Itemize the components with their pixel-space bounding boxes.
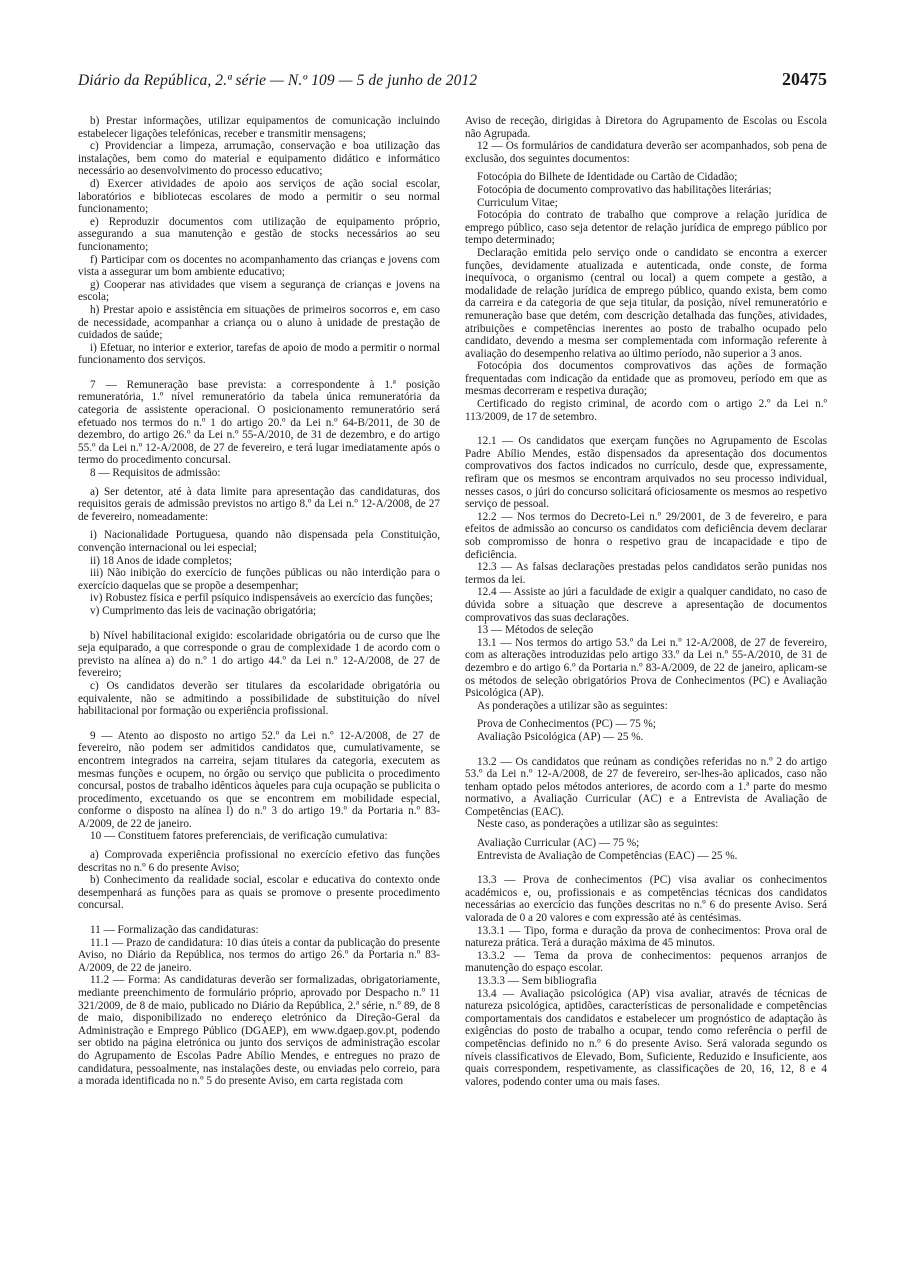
journal-title: Diário da República, 2.ª série — N.º 109 — 5 de junho de 2012 <box>78 72 478 89</box>
paragraph: e) Reproduzir documentos com utilização de equipamento próprio, assegurando a sua manutenção e gestão de stocks necessários ao seu funcionamento; <box>78 215 440 253</box>
paragraph-gap <box>465 744 827 756</box>
paragraph: c) Os candidatos deverão ser titulares da escolaridade obrigatória ou equivalente, não se admitindo a possibilidade de substituição do nível habilitacional por formação ou experiência profissional. <box>78 679 440 718</box>
paragraph: Neste caso, as ponderações a utilizar são as seguintes: <box>477 818 719 831</box>
paragraph: g) Cooperar nas atividades que visem a segurança de crianças e jovens na escola; <box>78 278 440 304</box>
paragraph: 11 — Formalização das candidaturas: <box>90 924 259 937</box>
paragraph: ii) 18 Anos de idade completos; <box>90 554 232 567</box>
paragraph: 12.2 — Nos termos do Decreto-Lei n.º 29/2001, de 3 de fevereiro, e para efeitos de admissão ao concurso os candidatos com deficiência devem declarar sob compromisso de honra o respetivo grau de incapacidade e tipo de deficiência. <box>465 510 827 561</box>
paragraph: 7 — Remuneração base prevista: a correspondente à 1.ª posição remuneratória, 1.º nível remuneratório da tabela única remuneratória da categoria de assistente operacional. O posicionamento remuneratório será efetuado nos termos do n.º 1 do artigo 20.º da Lei n.º 64-B/2011, de 30 de dezembro, do artigo 26.º da Lei n.º 55-A/2010, de 31 de dezembro, e do artigo 55.º da Lei n.º 12-A/2008, de 27 de fevereiro, e terá lugar imediatamente após o termo do procedimento concursal. <box>78 378 440 467</box>
paragraph: 12.4 — Assiste ao júri a faculdade de exigir a qualquer candidato, no caso de dúvida sobre a situação que descreve a apresentação de documentos comprovativos das suas declarações. <box>465 586 827 624</box>
paragraph: 13.2 — Os candidatos que reúnam as condições referidas no n.º 2 do artigo 53.º da Lei n.º 12-A/2008, de 27 de fevereiro, ser-lhes-ão aplicados, caso não tenham optado pelos métodos anteriores, de acordo com a 1.ª parte do mesmo normativo, a Avaliação Curricular (AC) e a Entrevista de Avaliação de Competências (EAC). <box>465 755 827 818</box>
paragraph: Avaliação Curricular (AC) — 75 %; <box>477 837 640 850</box>
paragraph: Prova de Conhecimentos (PC) — 75 %; <box>477 718 656 731</box>
paragraph: c) Providenciar a limpeza, arrumação, conservação e boa utilização das instalações, bem como do material e equipamento didático e informático necessário ao desenvolvimento do processo educativo; <box>78 140 440 178</box>
paragraph: i) Efetuar, no interior e exterior, tarefas de apoio de modo a permitir o normal funcionamento dos serviços. <box>78 341 440 367</box>
paragraph: a) Ser detentor, até à data limite para apresentação das candidaturas, dos requisitos gerais de admissão previstos no artigo 8.º da Lei n.º 12-A/2008, de 27 de fevereiro, nomeadamente: <box>78 485 440 523</box>
paragraph-gap <box>78 367 440 379</box>
paragraph: Aviso de receção, dirigidas à Diretora do Agrupamento de Escolas ou Escola não Agrupada. <box>465 115 827 140</box>
paragraph: d) Exercer atividades de apoio aos serviços de ação social escolar, laboratórios e bibliotecas escolares de modo a permitir o seu normal funcionamento; <box>78 177 440 216</box>
paragraph: Fotocópia do Bilhete de Identidade ou Cartão de Cidadão; <box>477 171 738 184</box>
paragraph: iii) Não inibição do exercício de funções públicas ou não interdição para o exercício daquelas que se propõe a desempenhar; <box>78 567 440 592</box>
paragraph-gap <box>78 718 440 730</box>
paragraph: 13.3 — Prova de conhecimentos (PC) visa avaliar os conhecimentos académicos e, ou, profissionais e as competências técnicas dos candidatos necessárias ao exercício das funções descritas no n.º 6 do presente Aviso. Será valorada de 0 a 20 valores e com expressão até às centésimas. <box>465 874 827 925</box>
paragraph: Entrevista de Avaliação de Competências (EAC) — 25 %. <box>477 849 738 862</box>
paragraph: b) Conhecimento da realidade social, escolar e educativa do contexto onde desempenhará as funções para as quais se promove o presente procedimento concursal. <box>78 874 440 912</box>
paragraph: 13.1 — Nos termos do artigo 53.º da Lei n.º 12-A/2008, de 27 de fevereiro, com as alterações introduzidas pelo artigo 33.º da Lei n.º 55-A/2010, de 31 de dezembro e do artigo 6.º da Portaria n.º 83-A/2009, de 22 de janeiro, aplicam-se os métodos de seleção obrigatórios Prova de Conhecimentos (PC) e Avaliação Psicológica (AP). <box>465 636 827 700</box>
paragraph-gap <box>465 862 827 874</box>
paragraph: 11.1 — Prazo de candidatura: 10 dias úteis a contar da publicação do presente Aviso, no Diário da República, nos termos do artigo 26.º da Portaria n.º 83-A/2009, de 22 de janeiro. <box>78 936 440 974</box>
paragraph: a) Comprovada experiência profissional no exercício efetivo das funções descritas no n.º 6 do presente Aviso; <box>78 849 440 874</box>
paragraph-gap <box>78 912 440 924</box>
paragraph: Fotocópia dos documentos comprovativos das ações de formação frequentadas com indicação da entidade que as promoveu, período em que as mesmas decorreram e respetiva duração; <box>465 360 827 398</box>
paragraph-gap <box>465 423 827 435</box>
paragraph: 13.3.2 — Tema da prova de conhecimentos: pequenos arranjos de manutenção do espaço escolar. <box>465 949 827 975</box>
paragraph: 12 — Os formulários de candidatura deverão ser acompanhados, sob pena de exclusão, dos seguintes documentos: <box>465 140 827 165</box>
paragraph: 8 — Requisitos de admissão: <box>90 467 221 480</box>
paragraph: 9 — Atento ao disposto no artigo 52.º da Lei n.º 12-A/2008, de 27 de fevereiro, não podem ser admitidos candidatos que, cumulativamente, se encontrem integrados na carreira, sejam titulares da categoria, executem as mesmas funções e ocupem, no órgão ou serviço que publicita o procedimento concursal, postos de trabalho idênticos àqueles para cuja ocupação se publicita o procedimento, excetuando os que se encontrem em mobilidade especial, conforme o disposto na alínea l) do n.º 3 do artigo 19.º da Portaria n.º 83-A/2009, de 22 de janeiro. <box>78 729 440 830</box>
paragraph: 13.3.3 — Sem bibliografia <box>477 975 597 987</box>
page-number: 20475 <box>782 69 827 89</box>
paragraph: b) Nível habilitacional exigido: escolaridade obrigatória ou de curso que lhe seja equiparado, a que corresponde o grau de complexidade 1 de acordo com o previsto na alínea a) do n.º 1 do artigo 44.º da Lei n.º 12-A/2008, de 27 de fevereiro; <box>78 629 440 680</box>
paragraph: 13 — Métodos de seleção <box>477 624 594 637</box>
paragraph: 12.1 — Os candidatos que exerçam funções no Agrupamento de Escolas Padre Abílio Mendes, estão dispensados da apresentação dos documentos comprovativos dos factos indicados no currículo, desde que, expressamente, refiram que os mesmos se encontram arquivados no seu processo individual, nesses casos, o júri do concurso solicitará oficiosamente os mesmos ao respetivo serviço de pessoal. <box>465 435 827 511</box>
paragraph: 13.3.1 — Tipo, forma e duração da prova de conhecimentos: Prova oral de natureza prática. Terá a duração máxima de 45 minutos. <box>465 924 827 950</box>
paragraph: Avaliação Psicológica (AP) — 25 %. <box>477 730 644 743</box>
paragraph: h) Prestar apoio e assistência em situações de primeiros socorros e, em caso de necessidade, acompanhar a criança ou o aluno à unidade de prestação de cuidados de saúde; <box>78 303 440 342</box>
left-column <box>78 115 440 1088</box>
paragraph: v) Cumprimento das leis de vacinação obrigatória; <box>90 604 317 617</box>
paragraph: Declaração emitida pelo serviço onde o candidato se encontra a exercer funções, devidamente atualizada e autenticada, onde conste, de forma inequívoca, o organismo (central ou local) a quem compete a gestão, a modalidade de relação jurídica de emprego público, quando exista, bem como da carreira e da categoria de que seja titular, da posição, nível remuneratório e remuneração base que detém, com descrição detalhada das funções, atividades, atribuições e competências inerentes ao posto de trabalho ocupado pelo candidato, devendo a mesma ser complementada com informação referente à avaliação do desempenho relativa ao último período, não superior a 3 anos. <box>465 246 827 360</box>
paragraph: 10 — Constituem fatores preferenciais, de verificação cumulativa: <box>90 830 388 843</box>
paragraph-gap <box>78 618 440 630</box>
paragraph: iv) Robustez física e perfil psíquico indispensáveis ao exercício das funções; <box>90 592 433 605</box>
paragraph: Certificado do registo criminal, de acordo com o artigo 2.º da Lei n.º 113/2009, de 17 de setembro. <box>465 398 827 423</box>
paragraph: Fotocópia de documento comprovativo das habilitações literárias; <box>477 183 772 196</box>
paragraph: 13.4 — Avaliação psicológica (AP) visa avaliar, através de técnicas de natureza psicológica, aptidões, características de personalidade e competências comportamentais dos candidatos e estabelecer um prognóstico de adaptação às exigências do posto de trabalho a ocupar, tendo como referência o perfil de competências definido no n.º 6 do presente Aviso. Será valorada segundo os níveis classificativos de Elevado, Bom, Suficiente, Reduzido e Insuficiente, aos quais correspondem, respetivamente, as classificações de 20, 16, 12, 8 e 4 valores, podendo conter uma ou mais fases. <box>465 987 827 1088</box>
page-header <box>78 69 827 94</box>
paragraph: As ponderações a utilizar são as seguintes: <box>477 699 668 712</box>
paragraph: b) Prestar informações, utilizar equipamentos de comunicação incluindo estabelecer ligações telefónicas, receber e transmitir mensagens; <box>78 115 440 140</box>
paragraph: 12.3 — As falsas declarações prestadas pelos candidatos serão punidas nos termos da lei. <box>465 561 827 586</box>
paragraph: 11.2 — Forma: As candidaturas deverão ser formalizadas, obrigatoriamente, mediante preenchimento de formulário próprio, aprovado por Despacho n.º 11 321/2009, de 8 de maio, publicado no Diário da República, 2.ª série, n.º 89, de 8 de maio, disponibilizado no endereço eletrónico da Direção-Geral da Administração e Emprego Público (DGAEP), em www.dgaep.gov.pt, podendo ser obtido na página eletrónica ou junto dos serviços de administração escolar do Agrupamento de Escolas Padre Abílio Mendes, e entregues no prazo de candidatura, pessoalmente, nas instalações deste, ou enviadas pelo correio, para a morada identificada no n.º 5 do presente Aviso, em carta registada com <box>78 974 440 1088</box>
paragraph: Fotocópia do contrato de trabalho que comprove a relação jurídica de emprego público, caso seja detentor de relação jurídica de emprego público por tempo determinado; <box>465 209 827 247</box>
right-column <box>465 115 827 1088</box>
paragraph: i) Nacionalidade Portuguesa, quando não dispensada pela Constituição, convenção internacional ou lei especial; <box>78 529 440 554</box>
paragraph: Curriculum Vitae; <box>477 196 558 209</box>
paragraph: f) Participar com os docentes no acompanhamento das crianças e jovens com vista a assegurar um bom ambiente educativo; <box>78 253 440 279</box>
